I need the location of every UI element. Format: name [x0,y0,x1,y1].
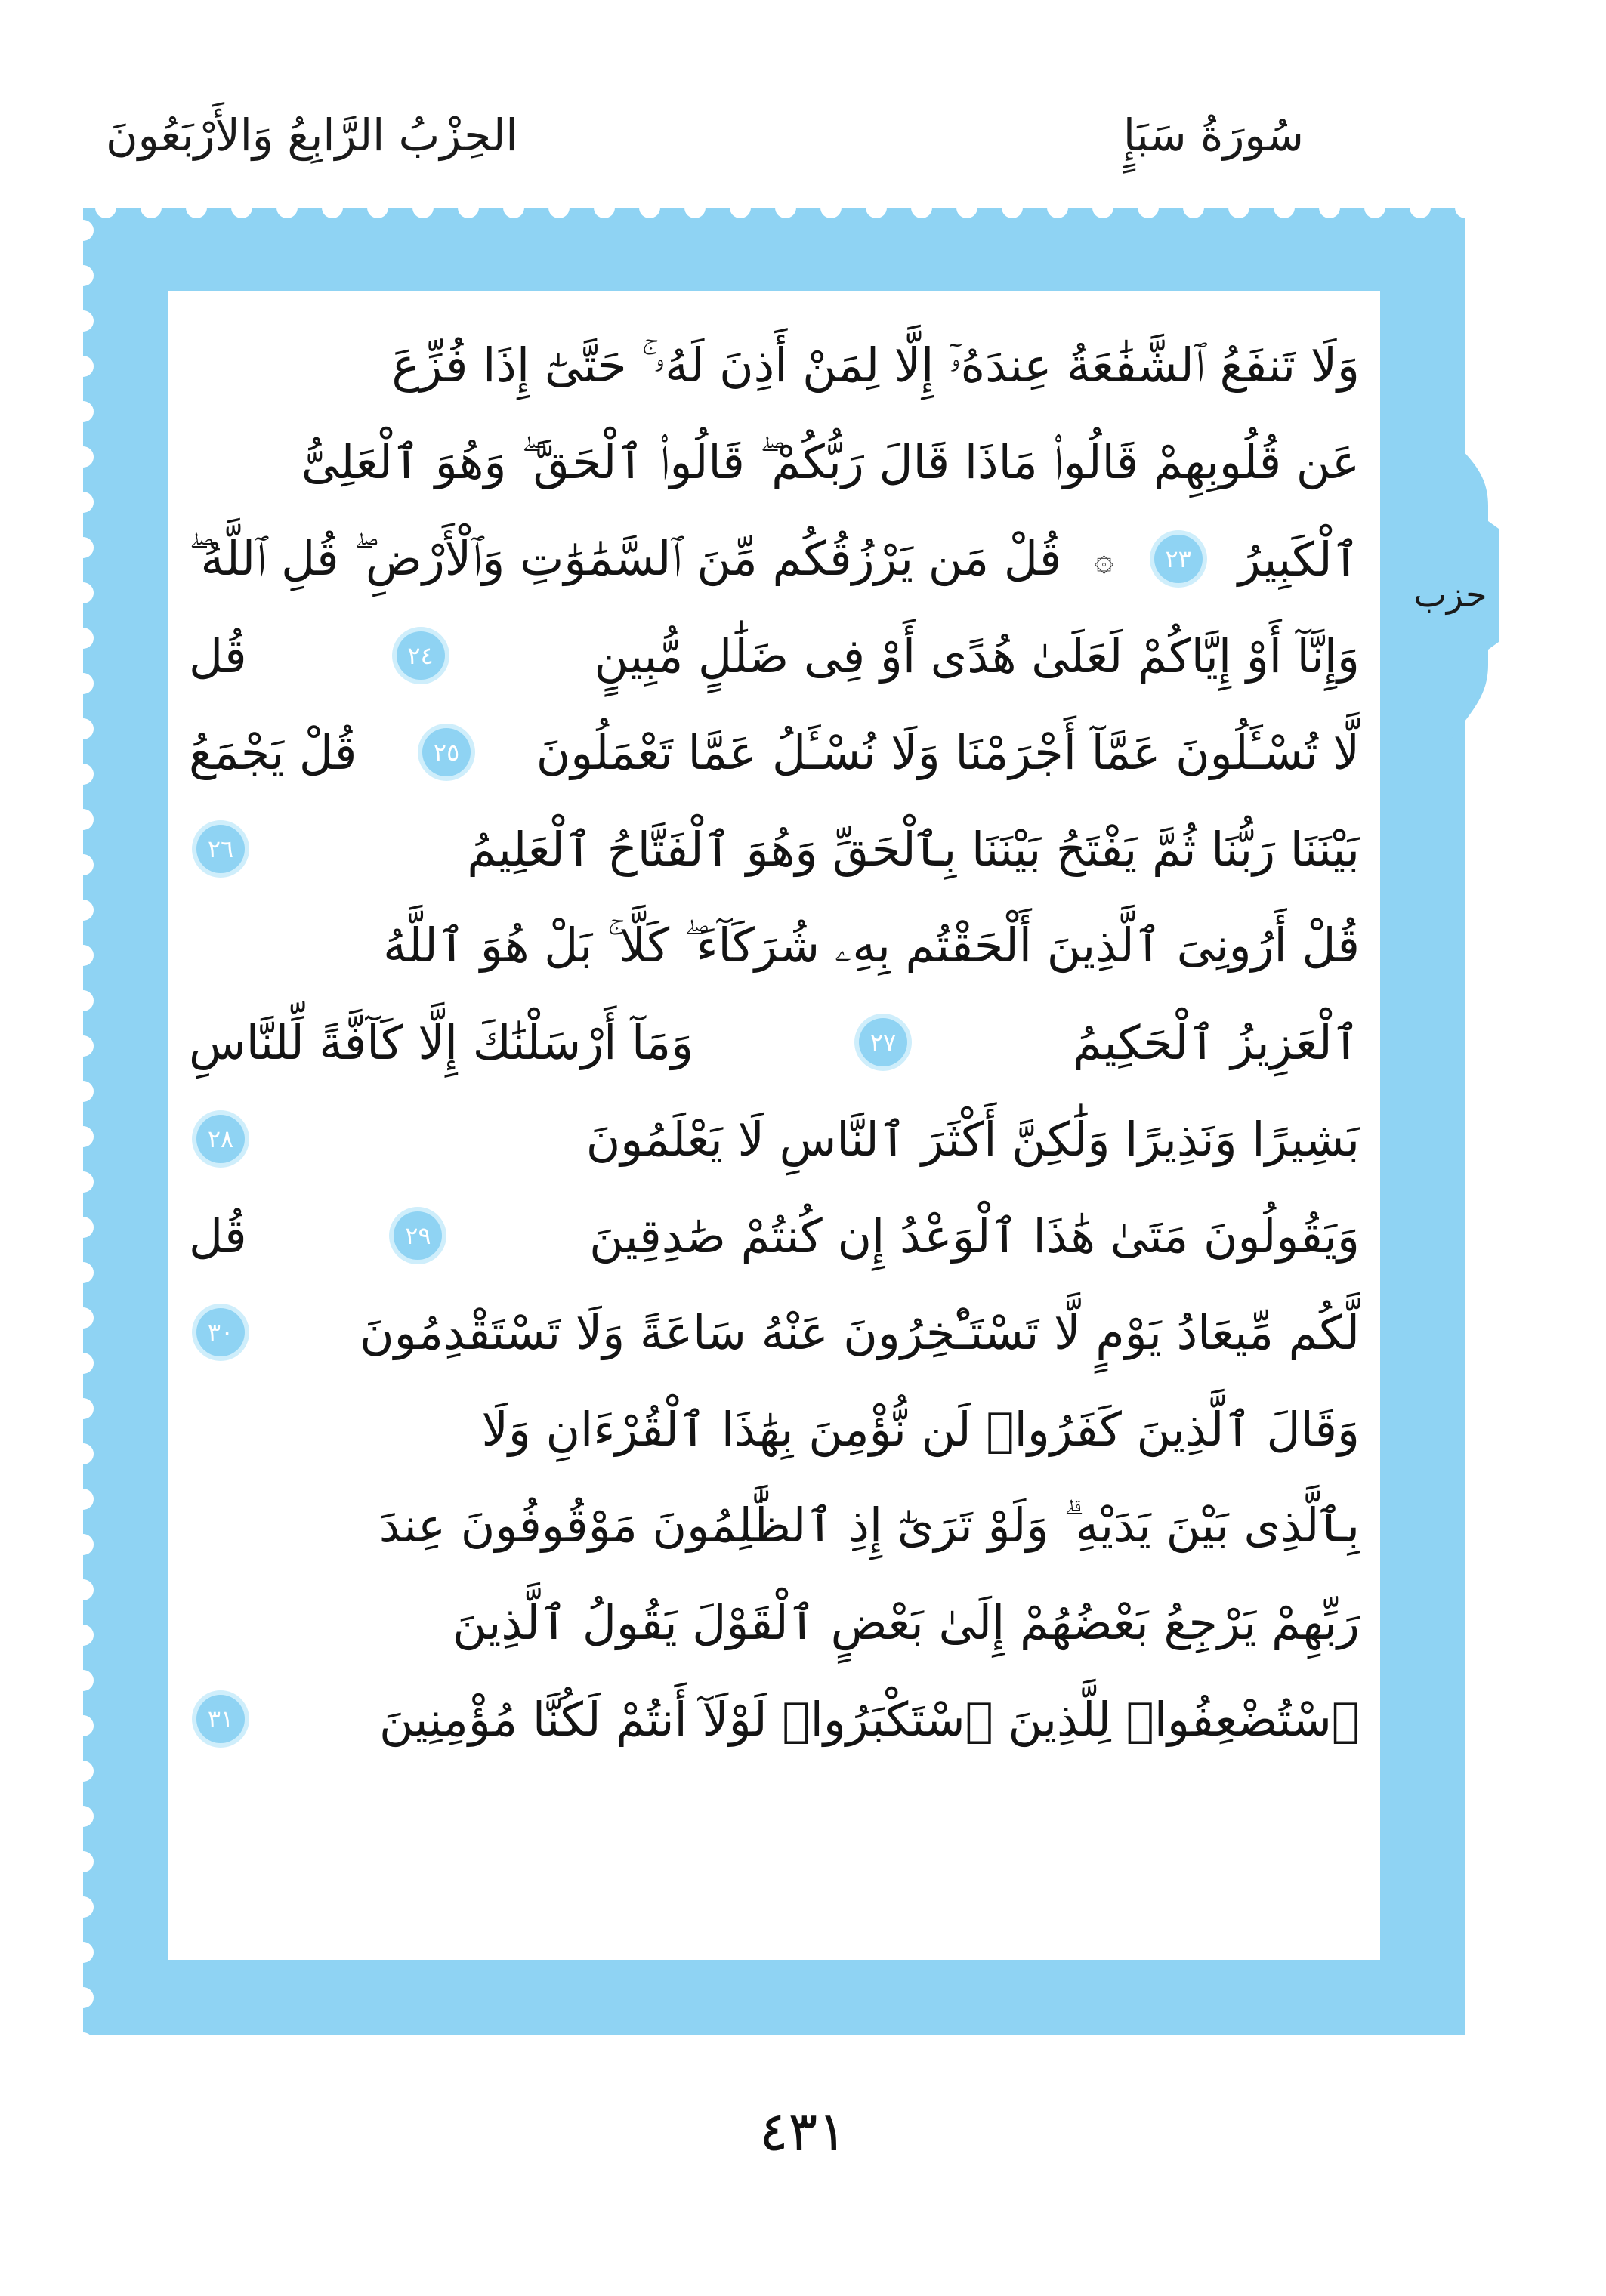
verse-text-continued: قُلْ مَن يَرْزُقُكُم مِّنَ ٱلسَّمَٰوَٰتِ وَٱلْأَرْضِ ۖ قُلِ ٱللَّهُ ۖ [189,531,1062,586]
text-line [189,897,1360,994]
text-line [189,414,1360,511]
text-line [189,511,1360,607]
surah-title: سُورَةُ سَبَإٍ [1123,110,1304,161]
verse-text: قُلْ أَرُونِىَ ٱلَّذِينَ أَلْحَقْتُم بِهِۦ شُرَكَآءَ ۖ كَلَّا ۚ بَلْ هُوَ ٱللَّهُ [383,918,1360,973]
text-line [189,317,1360,414]
ayah-number-marker: ٣٠ [196,1308,245,1356]
text-line [189,704,1360,801]
verse-text: ٱلْعَزِيزُ ٱلْحَكِيمُ [1073,1014,1360,1070]
verse-text: بَيْنَنَا رَبُّنَا ثُمَّ يَفْتَحُ بَيْنَنَا بِٱلْحَقِّ وَهُوَ ٱلْفَتَّاحُ ٱلْعَلِيمُ [467,821,1360,877]
verse-text: وَيَقُولُونَ مَتَىٰ هَٰذَا ٱلْوَعْدُ إِن كُنتُمْ صَٰدِقِينَ [589,1208,1360,1264]
verse-text-continued: قُل [189,628,247,684]
page-number: ٤٣١ [758,2100,847,2163]
text-line [189,1091,1360,1187]
text-line [189,801,1360,897]
text-line [189,1477,1360,1574]
verse-text: بَشِيرًا وَنَذِيرًا وَلَٰكِنَّ أَكْثَرَ ٱلنَّاسِ لَا يَعْلَمُونَ [585,1111,1360,1167]
text-line [189,1284,1360,1381]
text-line [189,1187,1360,1284]
ayah-number-marker: ٢٤ [397,631,445,680]
ayah-number-marker: ٢٨ [196,1115,245,1163]
verse-text: ٱسْتُضْعِفُوا۟ لِلَّذِينَ ٱسْتَكْبَرُوا۟ لَوْلَآ أَنتُمْ لَكُنَّا مُؤْمِنِينَ [379,1691,1360,1747]
verse-text-continued: وَمَآ أَرْسَلْنَٰكَ إِلَّا كَآفَّةً لِّلنَّاسِ [189,1014,694,1070]
verse-text-continued: قُلْ يَجْمَعُ [189,724,357,780]
hizb-side-label: حزب [1413,574,1487,615]
verse-text-continued: قُل [189,1208,247,1264]
text-line [189,994,1360,1091]
ayah-number-marker: ٢٦ [196,825,245,873]
quran-text [189,317,1360,1767]
ayah-number-marker: ٢٥ [422,728,471,776]
verse-text: وَلَا تَنفَعُ ٱلشَّفَٰعَةُ عِندَهُۥٓ إِلَّا لِمَنْ أَذِنَ لَهُۥ ۚ حَتَّىٰٓ إِذَا فُزِّعَ [391,338,1360,393]
verse-text: وَقَالَ ٱلَّذِينَ كَفَرُوا۟ لَن نُّؤْمِنَ بِهَٰذَا ٱلْقُرْءَانِ وَلَا [481,1401,1360,1457]
verse-text: وَإِنَّآ أَوْ إِيَّاكُمْ لَعَلَىٰ هُدًى أَوْ فِى ضَلَٰلٍ مُّبِينٍ [594,628,1360,684]
text-line [189,607,1360,704]
ayah-number-marker: ٢٧ [859,1018,907,1066]
verse-text: عَن قُلُوبِهِمْ قَالُوا۟ مَاذَا قَالَ رَبُّكُمْ ۖ قَالُوا۟ ٱلْحَقَّ ۖ وَهُوَ ٱلْعَلِىُّ [301,434,1360,489]
ayah-number-marker: ٢٩ [394,1211,442,1260]
verse-text: لَّا تُسْـَٔلُونَ عَمَّآ أَجْرَمْنَا وَلَا نُسْـَٔلُ عَمَّا تَعْمَلُونَ [536,724,1360,780]
ayah-number-marker: ٣١ [196,1695,245,1743]
rub-el-hizb-symbol: ۞ [1094,539,1114,579]
hizb-title: الحِزْبُ الرَّابِعُ وَالأَرْبَعُونَ [106,110,518,161]
verse-text: بِٱلَّذِى بَيْنَ يَدَيْهِ ۗ وَلَوْ تَرَىٰٓ إِذِ ٱلظَّٰلِمُونَ مَوْقُوفُونَ عِندَ [378,1498,1360,1553]
text-line [189,1671,1360,1767]
verse-text: لَّكُم مِّيعَادُ يَوْمٍ لَّا تَسْتَـْٔخِرُونَ عَنْهُ سَاعَةً وَلَا تَسْتَقْدِمُونَ [360,1304,1360,1360]
verse-text: ٱلْكَبِيرُ [1237,531,1360,587]
text-line [189,1381,1360,1477]
ayah-number-marker: ٢٣ [1154,535,1203,583]
verse-text: رَبِّهِمْ يَرْجِعُ بَعْضُهُمْ إِلَىٰ بَعْضٍ ٱلْقَوْلَ يَقُولُ ٱلَّذِينَ [452,1594,1360,1650]
text-line [189,1574,1360,1671]
